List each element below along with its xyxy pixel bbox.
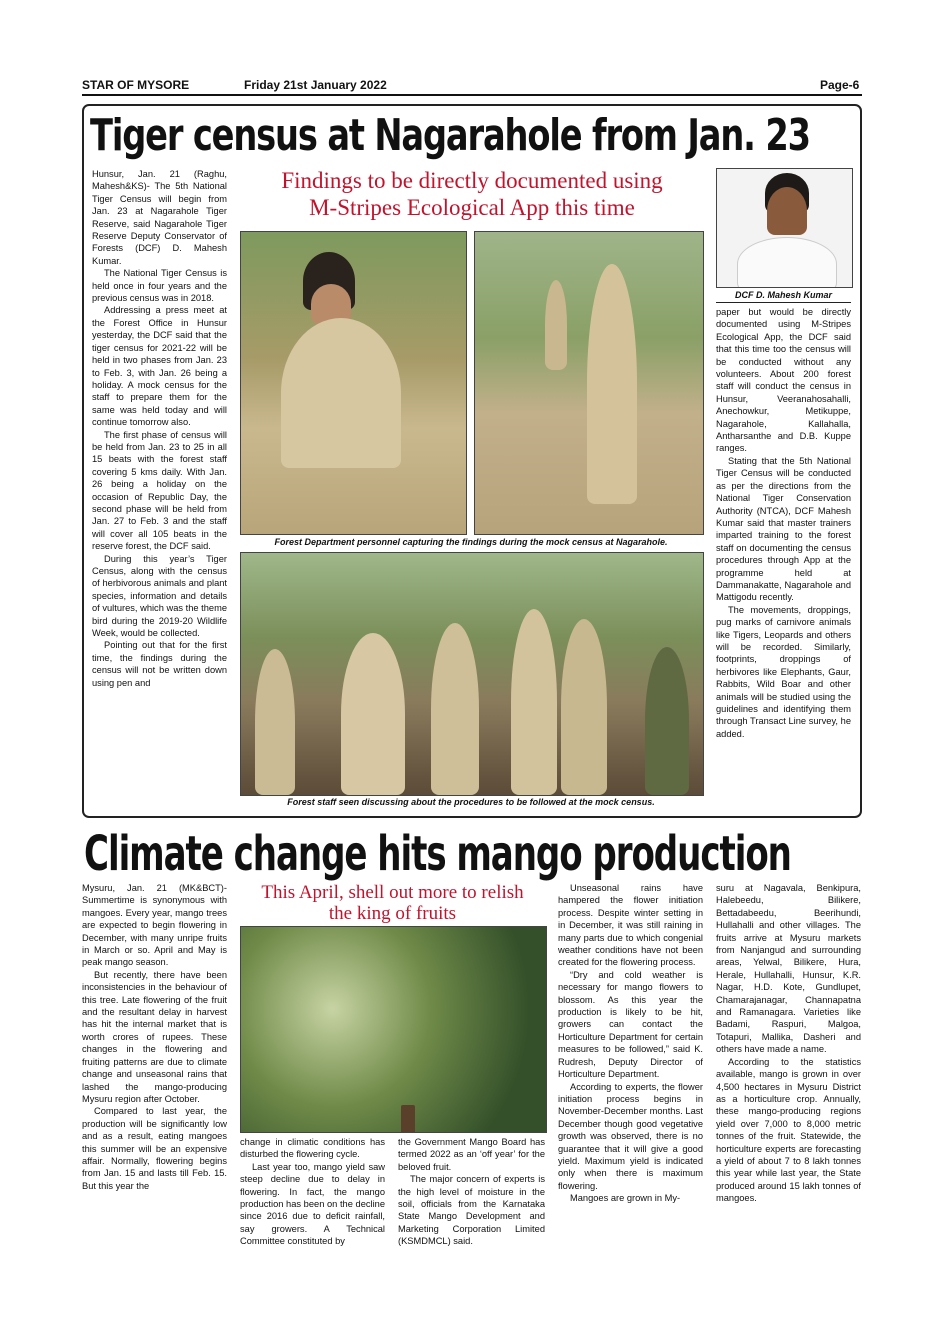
tiger-column-1 — [92, 168, 227, 812]
photo-figure — [645, 647, 689, 795]
mango-paragraph: According to the statistics available, mango is grown in over 4,500 hectares in Mysuru District as a horticulture crop. Annually, these mango-producing regions yield over 7,000 to 8,000 metric tonnes of the fruit. Statewide, the horticulture experts are forecasting a yield of about 7 to 8 lakh tonnes this year while last year, the State produced around 15 lakh tonnes of mangoes. — [716, 1056, 861, 1204]
tiger-paragraph: During this year’s Tiger Census, along with the census of herbivorous animals and plant species, information and details of vultures, which was the theme bird during the 2019-20 Wildlife Week, would be collected. — [92, 553, 227, 639]
photo-figure — [281, 318, 401, 468]
tiger-paragraph: Pointing out that for the first time, the findings during the census will not be written down using pen and — [92, 640, 227, 688]
tiger-paragraph: The movements, droppings, pug marks of carnivore animals like Tigers, Leopards and others will be recorded. Similarly, footprints, droppings of herbivores like Elephants, Gaur, Rabbits, Wild Boar and other animals will be studied using the guidelines and identifying them through Transact Line survey, he added. — [716, 604, 851, 739]
mango-column-1 — [82, 882, 227, 1266]
portrait-figure — [737, 237, 837, 288]
mango-column-4 — [716, 882, 861, 1266]
mango-paragraph: Mysuru, Jan. 21 (MK&BCT)- Summertime is synonymous with mangoes. Every year, mango trees are expected to begin flowering in December, with many unripe fruits in March or so. April and May is peak mango season. — [82, 883, 227, 968]
photo-figure — [561, 619, 607, 795]
mango-column-3a — [398, 1136, 545, 1266]
photo-figure — [511, 609, 557, 795]
mango-paragraph: change in climatic conditions has disturbed the flowering cycle. — [240, 1137, 385, 1160]
mango-paragraph: suru at Nagavala, Benkipura, Halebeedu, Bilikere, Bettadabeedu, Beerihundi, Hullahalli and other villages. The fruits arrive at Mysuru markets from Nanjangud and surrounding areas, Yelwal, Bilikere, Hura, Herale, Hullahalli, Hunsur, K.R. Nagar, H.D. Kote, Gundlupet, Chamarajanagar, Channapatna and Ramanagara. Varieties like Badami, Raspuri, Malgoa, Totapuri, Mallika, Dasheri and others have made a name. — [716, 883, 861, 1055]
photo-figure — [587, 264, 637, 504]
tiger-paragraph: paper but would be directly documented using M-Stripes Ecological App, the DCF said that this time too the census will be conducted without any volunteers. About 200 forest staff will conduct the census in Hunsur, Veeranahosahalli, Anechowkur, Metikuppe, Nagarahole, Kallahalla, Antharsanthe and D.B. Kuppe ranges. — [716, 307, 851, 454]
tiger-headline: Tiger census at Nagarahole from Jan. 23 — [90, 110, 810, 161]
tiger-photo-caption-top: Forest Department personnel capturing the findings during the mock census at Nagarahole. — [274, 537, 668, 547]
tiger-photo-caption-bottom: Forest staff seen discussing about the procedures to be followed at the mock census. — [287, 797, 655, 807]
mango-paragraph: the Government Mango Board has termed 2022 as an ‘off year’ for the beloved fruit. — [398, 1137, 545, 1172]
mango-column-2 — [240, 1136, 385, 1266]
photo-figure — [341, 633, 405, 795]
mango-kicker-line-1: This April, shell out more to relish — [261, 882, 524, 903]
mango-column-3b — [558, 882, 703, 1266]
tiger-paragraph: Addressing a press meet at the Forest Office in Hunsur yesterday, the DCF said that the tiger census for 2021-22 will be held in two phases from Jan. 23 to Feb. 3, with Jan. 26 being a holiday. A mock census for the staff to prepare them for the same was held today and will continue tomorrow also. — [92, 305, 227, 428]
paper-name: STAR OF MYSORE — [82, 78, 190, 92]
tiger-paragraph: The first phase of census will be held from Jan. 23 to 25 in all 15 beats with the forest staff covering 5 kms daily. With Jan. 26 being a holiday on the occasion of Republic Day, the second phase will be held from Jan. 27 to Feb. 3 and the staff will cover all 105 beats in the reserve forest, the DCF said. — [92, 429, 227, 552]
mango-paragraph: Mangoes are grown in My- — [570, 1193, 681, 1204]
mango-paragraph: “Dry and cold weather is necessary for mango flowers to blossom. As this year the production is likely to be hit, growers can contact the Horticulture Department for certain measures to be followed,” said K. Rudresh, Deputy Director of Horticulture Department. — [558, 969, 703, 1080]
page-number: Page-6 — [820, 78, 860, 92]
photo-staff-discussion — [240, 552, 704, 796]
mango-paragraph: Unseasonal rains have hampered the flower initiation process. Despite winter setting in in December, it was still raining in many parts due to which congenial weather conditions have not been created for the flowering process. — [558, 883, 703, 968]
tiger-paragraph: The National Tiger Census is held once in four years and the previous census was in 2018. — [92, 268, 227, 304]
photo-figure — [255, 649, 295, 795]
photo-figure — [401, 1105, 415, 1133]
photo-kneeling-officer — [240, 231, 467, 535]
mango-paragraph: The major concern of experts is the high level of moisture in the soil, officials from the Karnataka State Mango Development and Marketing Corporation Limited (KSMDMCL) said. — [398, 1174, 545, 1247]
mango-kicker-line-2: the king of fruits — [328, 903, 457, 924]
mango-paragraph: According to experts, the flower initiation process begins in November-December months. Last December though good vegetative growth was observed, there is no guarantee that it will give a good yield. Maximum yield is indicated only when there is maximum flowering. — [558, 1081, 703, 1191]
mango-headline: Climate change hits mango production — [84, 826, 791, 882]
portrait-figure — [767, 187, 807, 235]
tiger-column-3 — [716, 306, 851, 812]
photo-standing-officers — [474, 231, 704, 535]
tiger-paragraph: Stating that the 5th National Tiger Census will be conducted as per the directions from the National Tiger Conservation Authority (NTCA), DCF Mahesh Kumar said that master trainers imparted training to the forest staff on documenting the census procedures through App at the programme held at Dammanakatte, Nagarahole and Mattigodu recently. — [716, 455, 851, 603]
mango-kicker — [240, 882, 545, 924]
photo-figure — [431, 623, 479, 795]
portrait-caption-rule — [716, 302, 851, 303]
portrait-caption: DCF D. Mahesh Kumar — [734, 290, 832, 300]
mango-paragraph: Compared to last year, the production will be significantly low and as a result, eating mangoes this summer will be an expensive affair. Normally, flowering begins from Jan. 15 and lasts till Feb. 15. But this year the — [82, 1106, 227, 1191]
tiger-kicker — [238, 167, 706, 221]
issue-date: Friday 21st January 2022 — [244, 78, 387, 92]
portrait-dcf — [716, 168, 853, 288]
masthead-rule — [82, 94, 862, 96]
mango-paragraph: Last year too, mango yield saw steep decline due to delay in flowering. In fact, the mango production has been on the decline since 2016 due to deficit rainfall, say growers. A Technical Committee constituted by — [240, 1161, 385, 1247]
mango-paragraph: But recently, there have been inconsistencies in the behaviour of this tree. Late flowering of the fruit and the resultant delay in harvest has hit the internal market that is worth crores of rupees. These changes in the flowering and fruiting patterns are due to climate change and unseasonal rains that lashed the mango-producing Mysuru region after October. — [82, 969, 227, 1104]
photo-figure — [545, 280, 567, 370]
tiger-paragraph: Hunsur, Jan. 21 (Raghu, Mahesh&KS)- The 5th National Tiger Census will begin from Jan. 23 at Nagarahole Tiger Reserve, said Nagarahole Tiger Reserve Deputy Conservator of Forests (DCF) D. Mahesh Kumar. — [92, 169, 227, 266]
photo-mango-tree — [240, 926, 547, 1133]
tiger-kicker-line-1: Findings to be directly documented using — [281, 168, 663, 193]
tiger-kicker-line-2: M-Stripes Ecological App this time — [309, 195, 635, 220]
